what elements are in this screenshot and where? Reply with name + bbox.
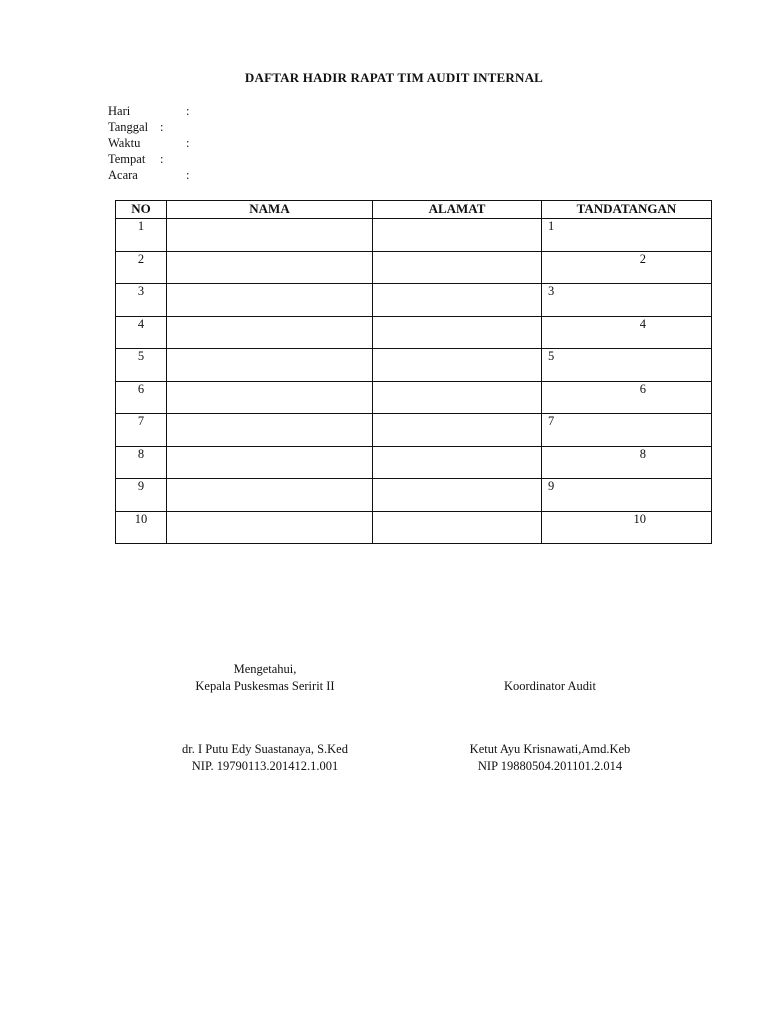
header-alamat: ALAMAT <box>373 201 542 219</box>
field-label: Hari <box>108 104 131 118</box>
header-tandatangan: TANDATANGAN <box>542 201 712 219</box>
signer-nip: NIP. 19790113.201412.1.001 <box>191 759 339 773</box>
field-colon: : <box>186 104 190 118</box>
alamat-cell <box>373 479 542 512</box>
alamat-cell <box>373 381 542 414</box>
signature-number: 1 <box>548 219 555 233</box>
field-label: Waktu <box>108 136 141 150</box>
table-row <box>116 284 712 317</box>
nama-cell <box>167 511 373 544</box>
signature-cell <box>542 251 712 284</box>
table-row <box>116 219 712 252</box>
signer-name: Ketut Ayu Krisnawati,Amd.Keb <box>469 742 631 756</box>
signature-cell <box>542 414 712 447</box>
signature-cell <box>542 349 712 382</box>
signature-number: 8 <box>639 446 646 461</box>
signer-position: Kepala Puskesmas Seririt II <box>195 679 335 693</box>
field-label: Acara <box>108 168 138 182</box>
acknowledgement-text: Mengetahui, <box>233 662 297 676</box>
nama-cell <box>167 446 373 479</box>
signer-nip: NIP 19880504.201101.2.014 <box>477 759 623 773</box>
signature-space <box>115 695 415 741</box>
signer-name: dr. I Putu Edy Suastanaya, S.Ked <box>182 742 348 756</box>
signature-cell <box>542 316 712 349</box>
nama-cell <box>167 316 373 349</box>
attendance-table <box>115 200 712 544</box>
signature-number: 6 <box>639 381 646 396</box>
signature-block-left <box>115 661 415 775</box>
table-row <box>116 511 712 544</box>
alamat-cell <box>373 219 542 252</box>
alamat-cell <box>373 446 542 479</box>
nama-cell <box>167 284 373 317</box>
nama-cell <box>167 349 373 382</box>
no-cell: 9 <box>116 479 167 512</box>
signature-cell <box>542 284 712 317</box>
alamat-cell <box>373 511 542 544</box>
no-cell: 5 <box>116 349 167 382</box>
table-row <box>116 479 712 512</box>
signature-number: 2 <box>639 251 646 266</box>
alamat-cell <box>373 316 542 349</box>
table-row <box>116 381 712 414</box>
table-row <box>116 414 712 447</box>
signature-cell <box>542 219 712 252</box>
header-no: NO <box>116 201 167 219</box>
nama-cell <box>167 251 373 284</box>
field-label: Tanggal <box>108 120 149 134</box>
no-cell: 1 <box>116 219 167 252</box>
signature-number: 10 <box>633 511 646 526</box>
signature-number: 5 <box>548 349 555 363</box>
acknowledgement-text <box>400 661 700 678</box>
no-cell: 8 <box>116 446 167 479</box>
nama-cell <box>167 414 373 447</box>
nama-cell <box>167 219 373 252</box>
field-colon: : <box>160 152 164 166</box>
field-colon: : <box>186 168 190 182</box>
alamat-cell <box>373 349 542 382</box>
table-header-row <box>116 201 712 219</box>
table-row <box>116 446 712 479</box>
no-cell: 10 <box>116 511 167 544</box>
table-row <box>116 349 712 382</box>
table-row <box>116 316 712 349</box>
signature-cell <box>542 511 712 544</box>
field-colon: : <box>160 120 164 134</box>
no-cell: 4 <box>116 316 167 349</box>
nama-cell <box>167 381 373 414</box>
signature-number: 3 <box>548 284 555 298</box>
no-cell: 2 <box>116 251 167 284</box>
no-cell: 3 <box>116 284 167 317</box>
field-colon: : <box>186 136 190 150</box>
signature-cell <box>542 446 712 479</box>
nama-cell <box>167 479 373 512</box>
signature-block-right <box>400 661 700 775</box>
alamat-cell <box>373 284 542 317</box>
signature-cell <box>542 381 712 414</box>
alamat-cell <box>373 414 542 447</box>
signer-position: Koordinator Audit <box>503 679 596 693</box>
table-row <box>116 251 712 284</box>
signature-cell <box>542 479 712 512</box>
signature-number: 4 <box>639 316 646 331</box>
page-title: DAFTAR HADIR RAPAT TIM AUDIT INTERNAL <box>244 70 544 85</box>
header-nama: NAMA <box>167 201 373 219</box>
field-label: Tempat <box>108 152 146 166</box>
alamat-cell <box>373 251 542 284</box>
no-cell: 6 <box>116 381 167 414</box>
signature-number: 7 <box>548 414 555 428</box>
no-cell: 7 <box>116 414 167 447</box>
signature-number: 9 <box>548 479 555 493</box>
signature-space <box>400 695 700 741</box>
